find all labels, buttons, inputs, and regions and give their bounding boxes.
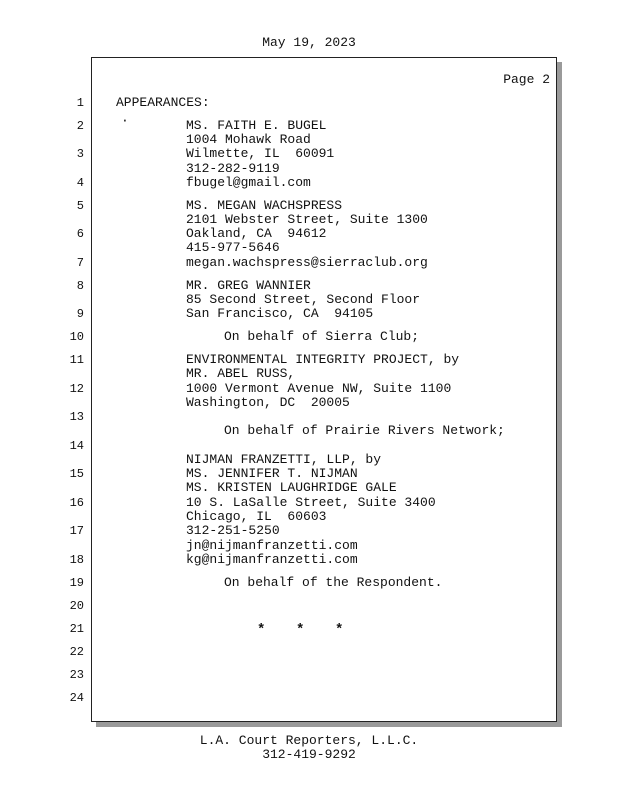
attorney-name: MS. MEGAN WACHSPRESS — [186, 198, 343, 213]
stray-mark: · — [121, 113, 129, 128]
line-number: 3 — [76, 147, 84, 161]
footer-company: L.A. Court Reporters, L.L.C. — [199, 733, 419, 748]
firm-name: NIJMAN FRANZETTI, LLP, by — [186, 452, 382, 467]
line-number: 10 — [69, 330, 84, 344]
organization-name: ENVIRONMENTAL INTEGRITY PROJECT, by — [186, 352, 460, 367]
line-number: 14 — [69, 439, 84, 453]
star-mark: * — [296, 622, 305, 638]
phone-number: 415-977-5646 — [186, 240, 280, 255]
attorney-name: MS. JENNIFER T. NIJMAN — [186, 466, 358, 481]
line-number: 15 — [69, 467, 84, 481]
line-number: 11 — [69, 353, 84, 367]
email-address: megan.wachspress@sierraclub.org — [186, 255, 428, 270]
address-line: Washington, DC 20005 — [186, 395, 350, 410]
line-number: 5 — [76, 199, 84, 213]
line-number: 7 — [76, 256, 84, 270]
line-number: 8 — [76, 279, 84, 293]
line-number: 17 — [69, 524, 84, 538]
behalf-statement: On behalf of Prairie Rivers Network; — [224, 423, 505, 438]
line-number: 24 — [69, 691, 84, 705]
phone-number: 312-282-9119 — [186, 161, 280, 176]
email-address: jn@nijmanfranzetti.com — [186, 538, 358, 553]
address-line: 85 Second Street, Second Floor — [186, 292, 421, 307]
line-number: 22 — [69, 645, 84, 659]
line-number: 6 — [76, 227, 84, 241]
line-number: 21 — [69, 622, 84, 636]
address-line: Wilmette, IL 60091 — [186, 146, 335, 161]
line-number: 9 — [76, 307, 84, 321]
address-line: 2101 Webster Street, Suite 1300 — [186, 212, 428, 227]
line-number: 16 — [69, 496, 84, 510]
line-number: 1 — [76, 96, 84, 110]
star-mark: * — [335, 622, 344, 638]
attorney-name: MR. ABEL RUSS, — [186, 366, 296, 381]
address-line: San Francisco, CA 94105 — [186, 306, 374, 321]
line-number: 13 — [69, 410, 84, 424]
address-line: 1000 Vermont Avenue NW, Suite 1100 — [186, 381, 452, 396]
email-address: fbugel@gmail.com — [186, 175, 311, 190]
address-line: Chicago, IL 60603 — [186, 509, 327, 524]
attorney-name: MS. KRISTEN LAUGHRIDGE GALE — [186, 480, 397, 495]
email-address: kg@nijmanfranzetti.com — [186, 552, 358, 567]
header-date: May 19, 2023 — [262, 35, 356, 50]
attorney-name: MS. FAITH E. BUGEL — [186, 118, 327, 133]
page-number-label: Page 2 — [503, 72, 550, 87]
address-line: Oakland, CA 94612 — [186, 226, 327, 241]
footer-phone: 312-419-9292 — [262, 747, 356, 762]
line-number: 23 — [69, 668, 84, 682]
line-number: 2 — [76, 119, 84, 133]
line-number: 20 — [69, 599, 84, 613]
line-number: 12 — [69, 382, 84, 396]
line-number: 4 — [76, 176, 84, 190]
star-mark: * — [257, 622, 266, 638]
line-number: 18 — [69, 553, 84, 567]
address-line: 1004 Mohawk Road — [186, 132, 311, 147]
phone-number: 312-251-5250 — [186, 523, 280, 538]
appearances-heading: APPEARANCES: — [116, 95, 210, 110]
behalf-statement: On behalf of Sierra Club; — [224, 329, 420, 344]
address-line: 10 S. LaSalle Street, Suite 3400 — [186, 495, 436, 510]
behalf-statement: On behalf of the Respondent. — [224, 575, 443, 590]
line-number: 19 — [69, 576, 84, 590]
attorney-name: MR. GREG WANNIER — [186, 278, 311, 293]
